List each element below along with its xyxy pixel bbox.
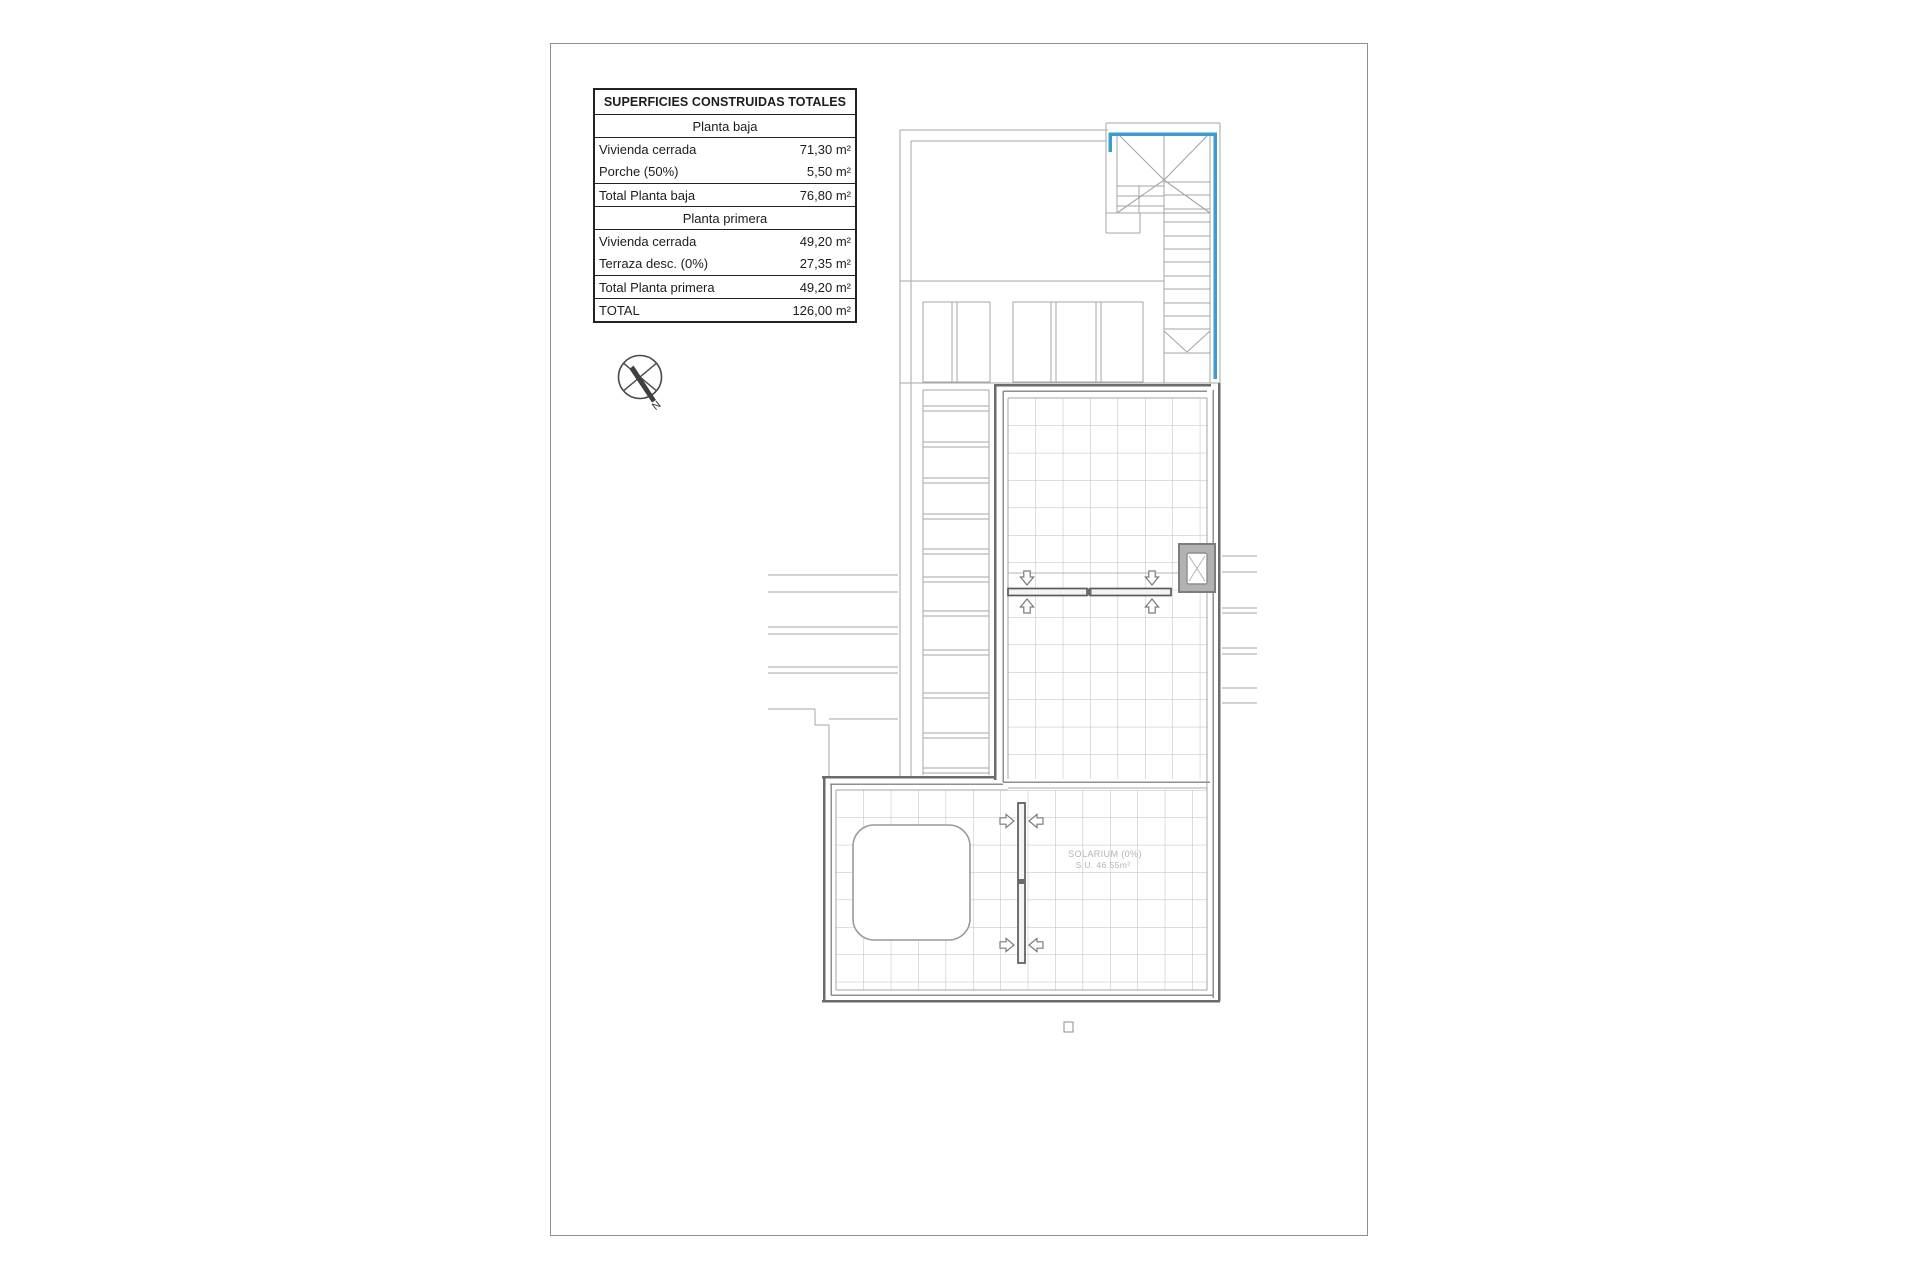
- shaft-box-marker: [1179, 544, 1215, 592]
- site-boundary-lines-right: [1222, 556, 1257, 703]
- row-value: 49,20 m²: [799, 233, 851, 249]
- lower-stair-strip: [923, 390, 989, 775]
- row-label: Vivienda cerrada: [599, 141, 697, 157]
- row-label: Porche (50%): [599, 164, 679, 179]
- row-label: Total Planta primera: [599, 279, 715, 295]
- compass-north-label: N: [649, 398, 664, 413]
- row-value: 49,20 m²: [799, 279, 851, 295]
- north-compass-icon: [619, 356, 664, 413]
- site-marker: [1064, 1022, 1073, 1032]
- row-value: 5,50 m²: [806, 164, 851, 179]
- row-label: Terraza desc. (0%): [599, 256, 709, 271]
- lower-floor-windows: [900, 302, 1165, 383]
- row-value: 76,80 m²: [799, 187, 851, 203]
- solarium-label-line1: SOLARIUM (0%): [1068, 849, 1142, 859]
- section-label: Planta baja: [692, 118, 758, 134]
- row-label: TOTAL: [599, 302, 640, 318]
- site-boundary-lines-left: [768, 575, 898, 776]
- spa-pool: [853, 825, 970, 940]
- row-label: Vivienda cerrada: [599, 233, 697, 249]
- section-label: Planta primera: [682, 210, 768, 226]
- row-value: 27,35 m²: [799, 256, 851, 271]
- row-label: Total Planta baja: [599, 187, 696, 203]
- row-value: 126,00 m²: [792, 302, 851, 318]
- table-title-text: SUPERFICIES CONSTRUIDAS TOTALES: [603, 95, 847, 109]
- solarium-label-line2: S.U. 46.55m²: [1075, 860, 1131, 870]
- row-value: 71,30 m²: [799, 141, 851, 157]
